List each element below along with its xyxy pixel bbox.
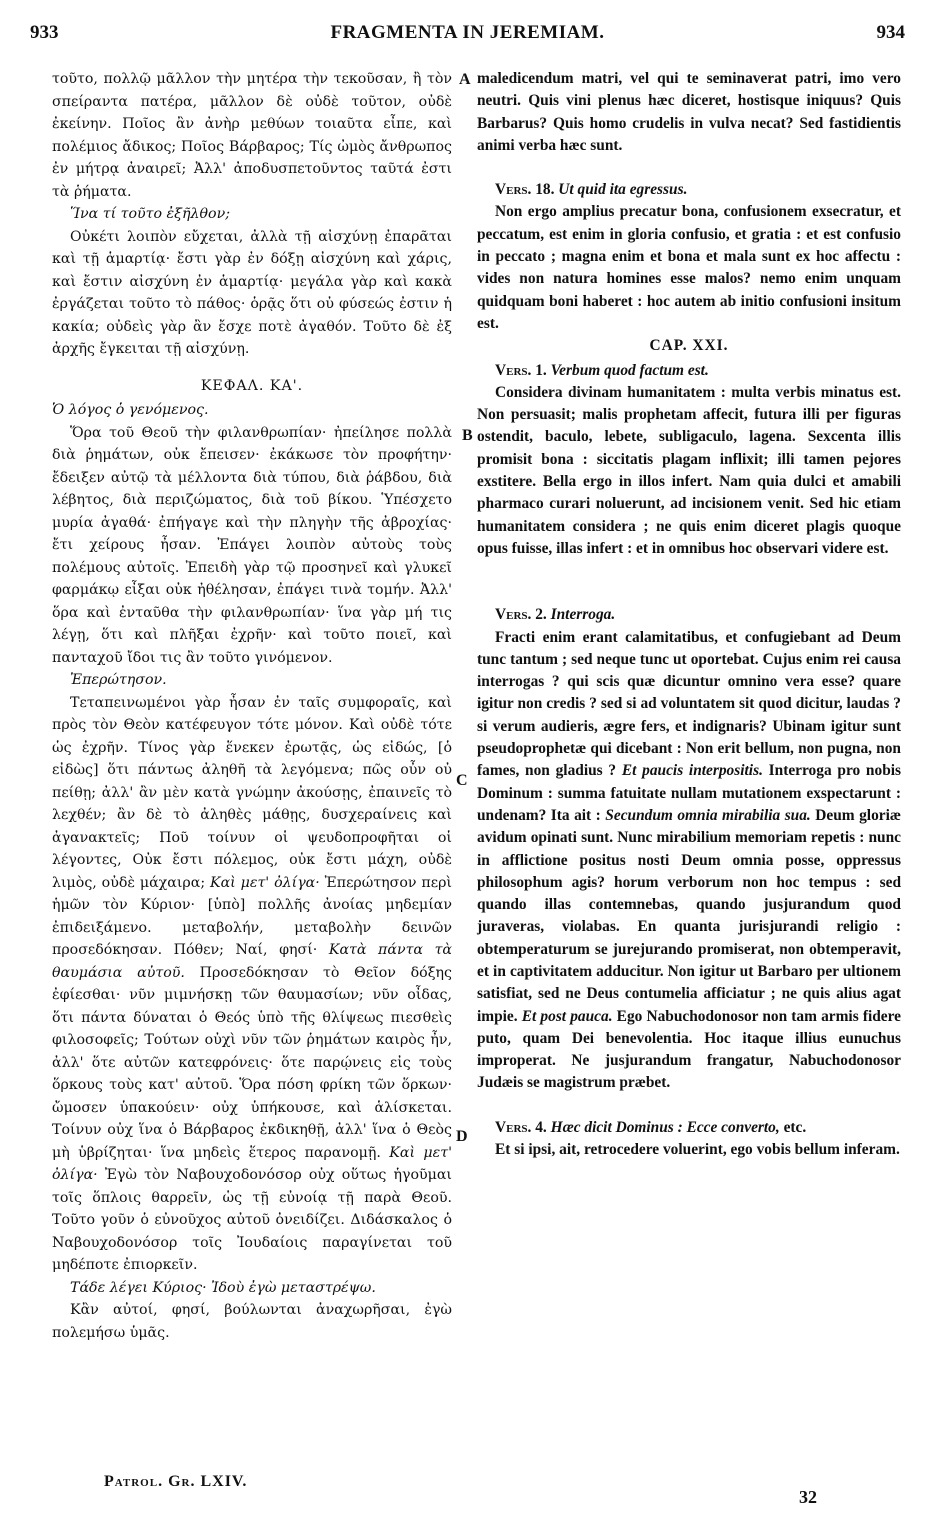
latin-column [477, 68, 901, 1161]
latin-p4-italic-f: Et post pauca. [521, 1007, 613, 1025]
latin-p4-text-c: Interroga pro nobis Dominum : summa fatuitate nullam mutationem exspectarunt : undenam? Ita ait : [477, 762, 902, 824]
greek-p4-text-c: Ἐπερώτησον περὶ ἡμῶν τὸν Κύριον· [ὑπὸ] πολλῆς ἀνοίας μηδεμίαν ἐπιδειξάμενο. μεταβολήν, μεταβολὴν δεινῶν προσεδόκησαν. Πόθεν; Ναί, φησί· [52, 874, 452, 958]
latin-chapter-heading: CAP. XXI. [649, 337, 729, 355]
greek-p4-italic-d: Κατὰ πάντα τὰ θαυμάσια αὐτοῦ. [52, 942, 452, 981]
page-header [30, 22, 905, 54]
latin-paragraph-3: Considera divinam humanitatem : multa verbis minatus est. Non persuasit; malis prophetam affecit, futura illi per figuras ostendit, baculo, lebete, subligaculo, lagena. Sexcenta illis promisit bona : siccitatis plagam inflixit; illi tamen pejores exstitere. Bella ergo in illos infert. Nam quia dulci et amabili pharmaco curari noluerunt, ad incisionem venit. Sed hic etiam humanitatem considera ; ne quis enim diceret plagis quoque opus fuisse, illas infert : et in omnibus hoc observari videre est. [477, 383, 901, 557]
margin-marker-c: C [456, 772, 468, 789]
verse-2-label: Vers. 2. [495, 606, 547, 624]
greek-p4-text-a: Τεταπεινωμένοι γὰρ ἦσαν ἐν ταῖς συμφοραῖς, καὶ πρὸς τὸν Θεὸν κατέφευγον τότε μόνον. Καὶ οὐδὲ τότε ὡς ἐχρῆν. Τίνος γὰρ ἕνεκεν ἐρωτᾷς, ὡς εἰδώς, [ὁ εἰδὼς] ὅτι πάντως ἀληθῆ τὰ λεγόμενα; πῶς οὖν οὐ πείθῃ; ἀλλ' ἂν μὲν κατὰ γνώμην ἀκούσῃς, ἐπαινεῖς τὸ λεχθέν; ἂν δὲ τὸ ἀληθὲς μάθῃς, δυσχεραίνεις καὶ ἀγανακτεῖς; Ποῦ τοίνυν οἱ ψευδοπροφῆται οἱ λέγοντες, Οὐκ ἔστι πόλεμος, οὐκ ἔστι μάχη, οὐδὲ λιμὸς, οὐδὲ μάχαιρα; [52, 694, 452, 891]
greek-paragraph-5: Κἂν αὐτοί, φησί, βούλωνται ἀναχωρῆσαι, ἐγὼ πολεμήσω ὑμᾶς. [52, 1302, 452, 1341]
latin-verse-1 [477, 360, 901, 382]
latin-paragraph-4 [477, 627, 901, 1095]
greek-lemma-4: Τάδε λέγει Κύριος· Ἰδοὺ ἐγὼ μεταστρέψω. [70, 1279, 376, 1296]
latin-verse-2 [477, 604, 901, 626]
greek-lemma-3: Ἐπερώτησον. [70, 672, 167, 688]
greek-p4-text-g: Ἐγὼ τὸν Ναβουχοδονόσορ οὐχ οὕτως ἡγοῦμαι τοῖς ὅπλοις θαρρεῖν, ὡς τῇ εὐνοίᾳ τῇ παρὰ Θεοῦ. Τοῦτο γοῦν ὁ εὐνοῦχος αὐτοῦ ὀνειδίζει. Διδάσκαλος ὁ Ναβουχοδονόσορ τοῖς Ἰουδαίοις παραγίνεται τοῦ μηδέποτε ἐπιορκεῖν. [52, 1167, 452, 1273]
verse-18-label: Vers. 18. [495, 181, 555, 199]
latin-paragraph-1: maledicendum matri, vel qui te seminaverat patri, imo vero neutri. Quis vini plenus hæc diceret, hostisque iniquus? Quis Barbarus? Quis homo crudelis in vulva necat? Sed fastidientis animi verba hæc sunt. [477, 70, 901, 154]
latin-paragraph-5: Et si ipsi, ait, retrocedere voluerint, ego vobis bellum inferam. [495, 1141, 900, 1159]
margin-marker-d: D [456, 1128, 468, 1145]
verse-1-text: Verbum quod factum est. [546, 361, 709, 379]
greek-p4-italic-b: Καὶ μετ' ὀλίγα· [210, 874, 320, 891]
signature-mark: 32 [799, 1487, 817, 1507]
verse-4-text: Hæc dicit Dominus : Ecce converto, [546, 1118, 780, 1136]
latin-p4-text-e: Deum gloriæ avidum opinati sunt. Nunc mirabilium memoriam repetis : nunc in afflictione positus nosti Deum omnia posse, oppressus philosophum agis? horum verborum non hoc tempus : sed quando illas contemnebas, quando jusjurandum quod juraveras, violabas. En quanta jurisjurandi religio : obtemperaturum se jurejurando promiserat, non obtemperavit, et in captivitatem adducitur. Non igitur ut Barbaro per ultionem satisfiat, sed ne Deus contumelia afficiatur ; ne quis alius agat impie. [477, 806, 901, 1025]
greek-p4-text-e: Προσεδόκησαν τὸ Θεῖον δόξης ἐφίεσθαι· νῦν μιμνήσκῃ τῶν θαυμασίων; νῦν οἶδας, ὅτι πάντα δύναται ὁ Θεός ὑπὸ τῆς θλίψεως πιεσθεὶς φιλοσοφεῖς; Τούτων οὐχὶ νῦν τῶν ῥημάτων καιρὸς ἦν, ἀλλ' ὅτε αὐτῶν κατεφρόνεις· ὅτε παρῴνεις εἰς τοὺς ὅρκους τοὺς κατ' αὐτοῦ. Ὅρα πόση φρίκη τῶν ὅρκων· ὤμοσεν ὑπακούειν· οὐχ ὑπήκουσε, καὶ ἁλίσκεται. Τοίνυν οὐχ ἵνα ὁ Βάρβαρος ἐκδικηθῇ, ἀλλ' ἵνα ὁ Θεὸς μὴ ὑβρίζηται· ἵνα μηδεὶς ἕτερος παρανομῇ. [52, 964, 452, 1161]
latin-verse-18 [477, 179, 901, 201]
greek-p4-italic-f: Καὶ μετ' ὀλίγα· [52, 1144, 452, 1183]
verse-1-label: Vers. 1. [495, 361, 547, 379]
latin-p4-italic-d: Secundum omnia mirabilia sua. [605, 806, 811, 824]
margin-marker-b: B [462, 427, 473, 444]
latin-p4-text-g: Ego Nabuchodonosor non tam armis fidere puto, quam Dei benevolentia. Hoc itaque illius eunuchus improperat. Ne jusjurandum frangatur, Nabuchodonosor Judæis se magistrum præbet. [477, 1007, 902, 1092]
greek-column [52, 68, 452, 1344]
greek-paragraph-3: Ὅρα τοῦ Θεοῦ τὴν φιλανθρωπίαν· ἠπείλησε πολλὰ διὰ ῥημάτων, οὐκ ἔπεισεν· ἐκάκωσε τὸν προφήτην· ἔδειξεν αὐτῷ τὰ μέλλοντα διὰ τύπου, διὰ ῥάβδου, διὰ λέβητος, διὰ περιζώματος, διὰ τοῦ βίκου. Ὑπέσχετο μυρία ἀγαθά· ἐπήγαγε καὶ τὴν πληγὴν τῆς ἀβροχίας· ἔτι χείρους ἦσαν. Ἐπάγει λοιπὸν αὐτοὺς τοὺς πολέμους αὐτοῖς. Ἐπειδὴ γὰρ τῷ προσηνεῖ καὶ γλυκεῖ φαρμάκῳ εἶξαι οὐκ ἠθέλησαν, ἐπάγει τινὰ τομήν. Ἀλλ' ὅρα καὶ ἐνταῦθα τὴν φιλανθρωπίαν· ἵνα γὰρ μή τις λέγῃ, ὅτι καὶ πλῆξαι ἐχρῆν· καὶ τοῦτο ποιεῖ, καὶ πανταχοῦ ἴδοι τις ἂν τοῦτο γινόμενον. [52, 424, 452, 666]
footer-patrology: Patrol. Gr. LXIV. [104, 1473, 248, 1490]
page-number-right: 934 [876, 22, 905, 43]
latin-p4-text-a: Fracti enim erant calamitatibus, et confugiebant ad Deum tunc tantum ; sed neque tunc ut oportebat. Cujus enim rei causa interrogas ? qui scis quæ dicuntur omnino vera esse? quare igitur non credis ? sed si ad voluntatem sit quod dicitur, laudas ? si verum audieris, ægre fers, et indignaris? Ubinam igitur sunt pseudoprophetæ qui dicebant : Non erit bellum, non pugna, non fames, non gladius ? [477, 628, 901, 780]
greek-chapter-heading: ΚΕΦΑΛ. ΚΑ'. [200, 377, 304, 394]
greek-paragraph-1: τοῦτο, πολλῷ μᾶλλον τὴν μητέρα τὴν τεκοῦσαν, ἢ τὸν σπείραντα πατέρα, μᾶλλον δὲ οὐδὲ τοῦτον, οὐδὲ ἐκείνην. Ποῖος ἂν ἀνὴρ μεθύων τοιαῦτα εἶπε, καὶ πολέμιος ἄδικος; Ποῖος Βάρβαρος; Τίς ὠμὸς ἄνθρωπος ἐν μήτρᾳ ἀναιρεῖ; Ἀλλ' ἀποδυσπετοῦντος ταῦτά ἐστι τὰ ῥήματα. [52, 71, 452, 200]
verse-2-text: Interroga. [546, 606, 616, 624]
latin-verse-4 [477, 1117, 901, 1139]
greek-lemma-2: Ὁ λόγος ὁ γενόμενος. [52, 402, 209, 418]
greek-lemma-1: Ἵνα τί τοῦτο ἐξῆλθον; [70, 206, 230, 222]
latin-p4-italic-b: Et paucis interpositis. [621, 762, 763, 780]
page-number-left: 933 [30, 22, 59, 43]
latin-paragraph-2: Non ergo amplius precatur bona, confusionem exsecratur, et peccatum, est enim in gloria confusio, et gratia : et est confusio in peccato ; magna enim et bona et mala sunt ex hoc affectu : vides non natura homines esse malos? nemo enim unquam quidquam boni haberet : hoc autem ab initio confusioni insitum est. [477, 203, 901, 332]
verse-4-tail: etc. [779, 1118, 807, 1136]
verse-18-text: Ut quid ita egressus. [554, 181, 688, 199]
running-title: FRAGMENTA IN JEREMIAM. [330, 22, 605, 43]
greek-paragraph-2: Οὐκέτι λοιπὸν εὔχεται, ἀλλὰ τῇ αἰσχύνῃ ἐπαρᾶται καὶ τῇ ἁμαρτίᾳ· ἔστι γὰρ ἐν δόξῃ αἰσχύνη καὶ χάρις, καὶ ἔστιν αἰσχύνη ἐν ἁμαρτίᾳ· μεγάλα γὰρ καὶ κακὰ ἐργάζεται τοῦτο τὸ πάθος· ὁρᾷς ὅτι οὐ φύσεώς ἐστιν ἡ κακία; οὐδεὶς γὰρ ἂν ἔσχε ποτὲ ἀγαθόν. Τοῦτο δὲ ἐξ ἀρχῆς ἔγκειται τῇ αἰσχύνῃ. [52, 228, 452, 357]
margin-marker-a: A [459, 71, 471, 88]
verse-4-label: Vers. 4. [495, 1118, 547, 1136]
greek-paragraph-4 [52, 692, 452, 1277]
